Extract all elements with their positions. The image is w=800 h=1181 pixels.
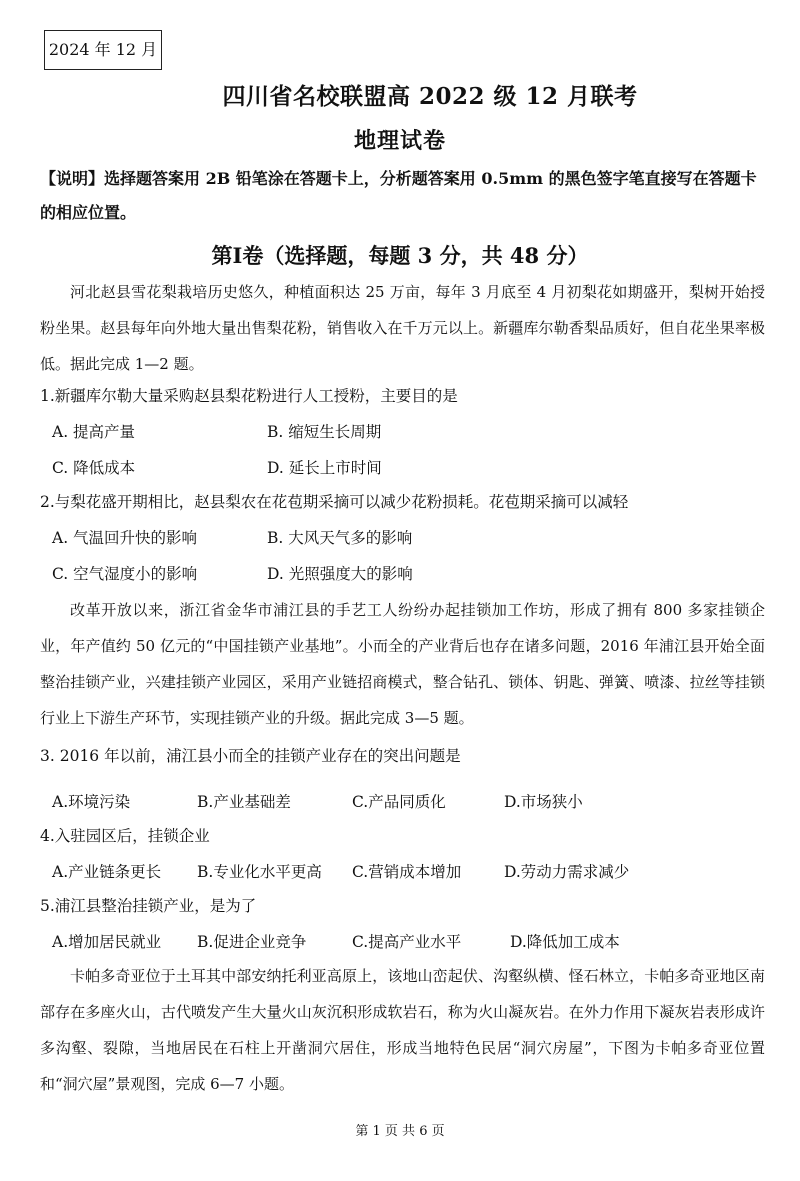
question-4-option-c: C.营销成本增加 xyxy=(352,863,462,881)
question-2-option-b: B. 大风天气多的影响 xyxy=(267,529,413,547)
passage-3: 卡帕多奇亚位于土耳其中部安纳托利亚高原上，该地山峦起伏、沟壑纵横、怪石林立，卡帕多奇亚地区南部存在多座火山，古代喷发产生大量火山灰沉积形成软岩石，称为火山凝灰岩。在外力作用下凝灰岩表形成许多沟壑、裂隙，当地居民在石柱上开凿洞穴居住，形成当地特色民居“洞穴房屋”，下图为卡帕多奇亚位置和“洞穴屋”景观图，完成 6—7 小题。 xyxy=(40,967,765,1093)
question-5-option-a: A.增加居民就业 xyxy=(52,933,162,951)
instructions: 【说明】选择题答案用 2B 铅笔涂在答题卡上，分析题答案用 0.5mm 的黑色签字笔直接写在答题卡的相应位置。 xyxy=(40,169,757,222)
question-3-option-a: A.环境污染 xyxy=(52,793,131,811)
question-3-option-c: C.产品同质化 xyxy=(352,793,446,811)
question-5-option-d: D.降低加工成本 xyxy=(510,933,620,951)
section-title: 第Ⅰ卷（选择题，每题 3 分，共 48 分） xyxy=(211,243,589,268)
passage-2: 改革开放以来，浙江省金华市浦江县的手艺工人纷纷办起挂锁加工作坊，形成了拥有 800 多家挂锁企业，年产值约 50 亿元的“中国挂锁产业基地”。小而全的产业背后也存在诸多问题，2016 年浦江县开始全面整治挂锁产业，兴建挂锁产业园区，采用产业链招商模式，整合钻孔、锁体、钥匙、弹簧、喷漆、拉丝等挂锁行业上下游生产环节，实现挂锁产业的升级。据此完成 3—5 题。 xyxy=(40,601,765,727)
question-1-option-b: B. 缩短生长周期 xyxy=(267,423,382,441)
question-2-stem: 2.与梨花盛开期相比，赵县梨农在花苞期采摘可以减少花粉损耗。花苞期采摘可以减轻 xyxy=(40,493,629,511)
question-2-option-c: C. 空气湿度小的影响 xyxy=(52,565,198,583)
question-5-option-c: C.提高产业水平 xyxy=(352,933,462,951)
question-3-option-b: B.产业基础差 xyxy=(197,793,291,811)
question-2-option-d: D. 光照强度大的影响 xyxy=(267,565,413,583)
question-1-option-d: D. 延长上市时间 xyxy=(267,459,382,477)
page-footer: 第 1 页 共 6 页 xyxy=(355,1124,445,1139)
exam-title: 四川省名校联盟高 2022 级 12 月联考 xyxy=(222,83,638,110)
question-5-stem: 5.浦江县整治挂锁产业，是为了 xyxy=(40,897,257,915)
question-3-option-d: D.市场狭小 xyxy=(504,793,583,811)
question-1-option-c: C. 降低成本 xyxy=(52,459,136,477)
question-1-option-a: A. 提高产量 xyxy=(52,423,136,441)
passage-1: 河北赵县雪花梨栽培历史悠久，种植面积达 25 万亩，每年 3 月底至 4 月初梨花如期盛开，梨树开始授粉坐果。赵县每年向外地大量出售梨花粉，销售收入在千万元以上。新疆库尔勒香梨品质好，但自花坐果率极低。据此完成 1—2 题。 xyxy=(40,283,765,373)
question-4-option-a: A.产业链条更长 xyxy=(52,863,162,881)
question-2-option-a: A. 气温回升快的影响 xyxy=(52,529,198,547)
question-3-stem: 3. 2016 年以前，浦江县小而全的挂锁产业存在的突出问题是 xyxy=(40,747,461,765)
subject-title: 地理试卷 xyxy=(353,128,446,154)
question-4-option-d: D.劳动力需求减少 xyxy=(504,863,630,881)
date-box: 2024 年 12 月 xyxy=(44,30,162,70)
question-5-option-b: B.促进企业竞争 xyxy=(197,933,307,951)
question-1-stem: 1.新疆库尔勒大量采购赵县梨花粉进行人工授粉，主要目的是 xyxy=(40,387,458,405)
question-4-option-b: B.专业化水平更高 xyxy=(197,863,322,881)
question-4-stem: 4.入驻园区后，挂锁企业 xyxy=(40,827,210,845)
